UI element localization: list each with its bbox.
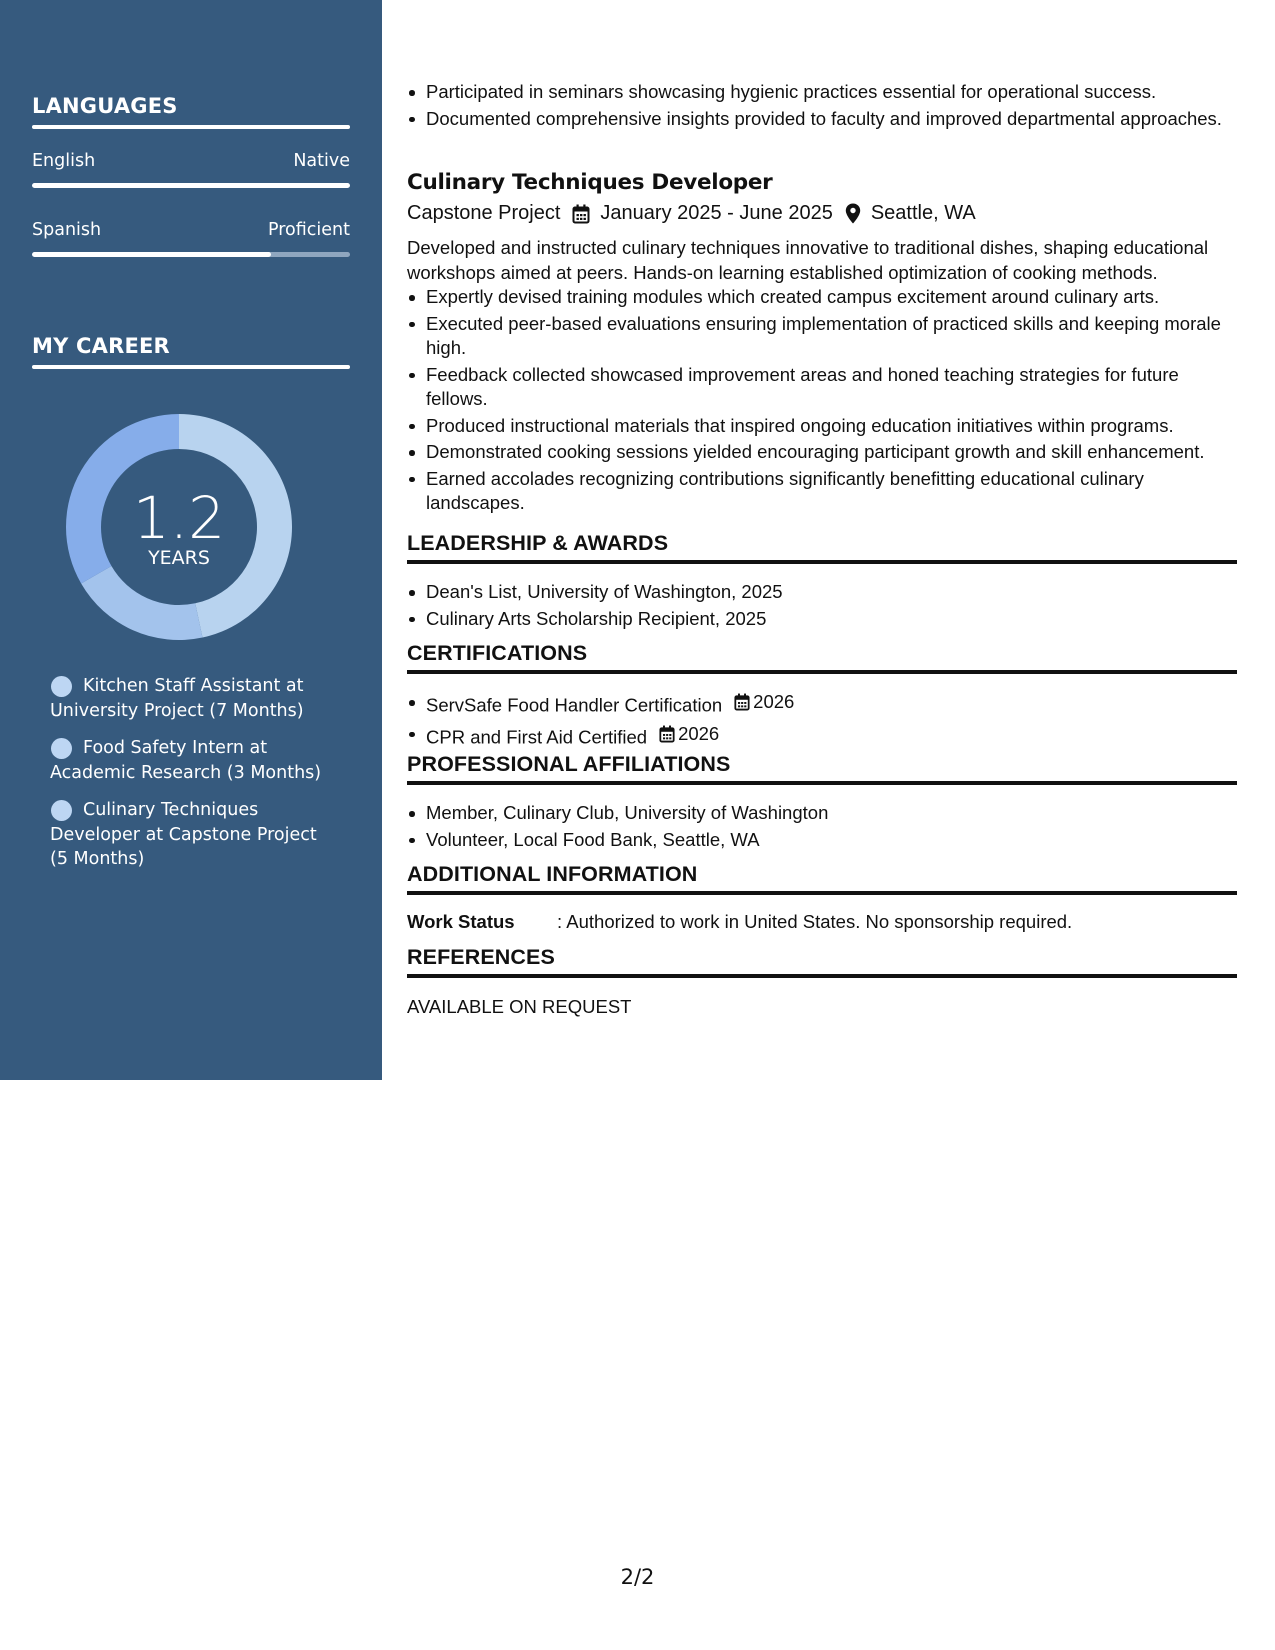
- references-text: AVAILABLE ON REQUEST: [407, 996, 632, 1017]
- list-item: [407, 722, 1237, 750]
- sidebar: [0, 0, 382, 1080]
- list-item: Member, Culinary Club, University of Washington: [407, 801, 1237, 826]
- certification-name: CPR and First Aid Certified: [426, 726, 648, 747]
- leadership-heading: LEADERSHIP & AWARDS: [407, 531, 1237, 564]
- job-title: Culinary Techniques Developer: [407, 170, 773, 195]
- donut-segment: [81, 566, 202, 640]
- language-row-english: [32, 151, 350, 171]
- calendar-icon: [659, 725, 675, 743]
- job-location: Seattle, WA: [870, 202, 976, 224]
- career-legend-text: Kitchen Staff Assistant at University Project (7 Months): [50, 676, 304, 721]
- career-legend-item: [50, 736, 340, 785]
- page-number: 2/2: [620, 1565, 655, 1589]
- leadership-list: [407, 580, 1237, 633]
- career-legend-item: [50, 798, 340, 872]
- career-total-value: 1.2: [132, 484, 226, 552]
- list-item: Produced instructional materials that inspired ongoing education initiatives within programs.: [407, 414, 1237, 439]
- location-pin-icon: [845, 203, 861, 224]
- list-item: Volunteer, Local Food Bank, Seattle, WA: [407, 828, 1237, 853]
- job-summary: Developed and instructed culinary techniques innovative to traditional dishes, shaping educational workshops aimed at peers. Hands-on learning established optimization of cooking methods.: [407, 237, 1209, 283]
- language-level: Native: [293, 151, 350, 171]
- legend-dot-icon: [51, 800, 72, 821]
- certification-year: 2026: [659, 722, 719, 747]
- language-level: Proficient: [268, 220, 350, 240]
- calendar-icon: [572, 204, 590, 224]
- certifications-heading: CERTIFICATIONS: [407, 641, 1237, 674]
- languages-heading-rule: [32, 125, 350, 129]
- work-status-label: Work Status: [407, 911, 515, 932]
- language-bar-fill: [32, 252, 271, 257]
- career-legend-text: Food Safety Intern at Academic Research (3 Months): [50, 738, 322, 783]
- certification-year: 2026: [734, 690, 794, 715]
- job-meta: [407, 202, 1237, 225]
- list-item: Feedback collected showcased improvement areas and honed teaching strategies for future fellows.: [407, 363, 1237, 412]
- language-bar-spanish: [32, 252, 350, 257]
- job-bullets: [407, 285, 1237, 518]
- list-item: [407, 690, 1237, 718]
- career-heading-rule: [32, 365, 350, 369]
- previous-job-bullets: [407, 80, 1237, 133]
- affiliations-heading: PROFESSIONAL AFFILIATIONS: [407, 752, 1237, 785]
- certification-name: ServSafe Food Handler Certification: [426, 694, 723, 716]
- calendar-icon: [734, 693, 750, 711]
- certifications-list: [407, 690, 1237, 752]
- career-legend-text: Culinary Techniques Developer at Capstone Project (5 Months): [50, 800, 317, 869]
- references-heading: REFERENCES: [407, 945, 1237, 978]
- career-donut-chart: [66, 414, 292, 640]
- career-legend-item: [50, 674, 340, 723]
- language-name: Spanish: [32, 220, 102, 240]
- language-bar-fill: [32, 183, 350, 188]
- language-bar-english: [32, 183, 350, 188]
- list-item: Executed peer-based evaluations ensuring implementation of practiced skills and keeping morale high.: [407, 312, 1237, 361]
- list-item: Demonstrated cooking sessions yielded encouraging participant growth and skill enhancement.: [407, 440, 1237, 465]
- language-row-spanish: [32, 220, 350, 240]
- additional-info-heading: ADDITIONAL INFORMATION: [407, 862, 1237, 895]
- list-item: Culinary Arts Scholarship Recipient, 2025: [407, 607, 1237, 632]
- list-item: Earned accolades recognizing contributions significantly benefitting educational culinary landscapes.: [407, 467, 1237, 516]
- work-status-value: : Authorized to work in United States. No sponsorship required.: [557, 911, 1073, 932]
- job-company: Capstone Project: [407, 202, 561, 224]
- languages-heading: LANGUAGES: [32, 94, 178, 118]
- affiliations-list: [407, 801, 1237, 854]
- job-dates: January 2025 - June 2025: [600, 202, 833, 224]
- list-item: Participated in seminars showcasing hygienic practices essential for operational success.: [407, 80, 1237, 105]
- list-item: Dean's List, University of Washington, 2025: [407, 580, 1237, 605]
- legend-dot-icon: [51, 738, 72, 759]
- career-heading: MY CAREER: [32, 334, 170, 358]
- list-item: Expertly devised training modules which created campus excitement around culinary arts.: [407, 285, 1237, 310]
- work-status-row: [407, 911, 1237, 933]
- career-total-unit: YEARS: [148, 547, 210, 569]
- language-name: English: [32, 151, 96, 171]
- legend-dot-icon: [51, 676, 72, 697]
- list-item: Documented comprehensive insights provided to faculty and improved departmental approaches.: [407, 107, 1237, 132]
- career-legend: [50, 674, 340, 885]
